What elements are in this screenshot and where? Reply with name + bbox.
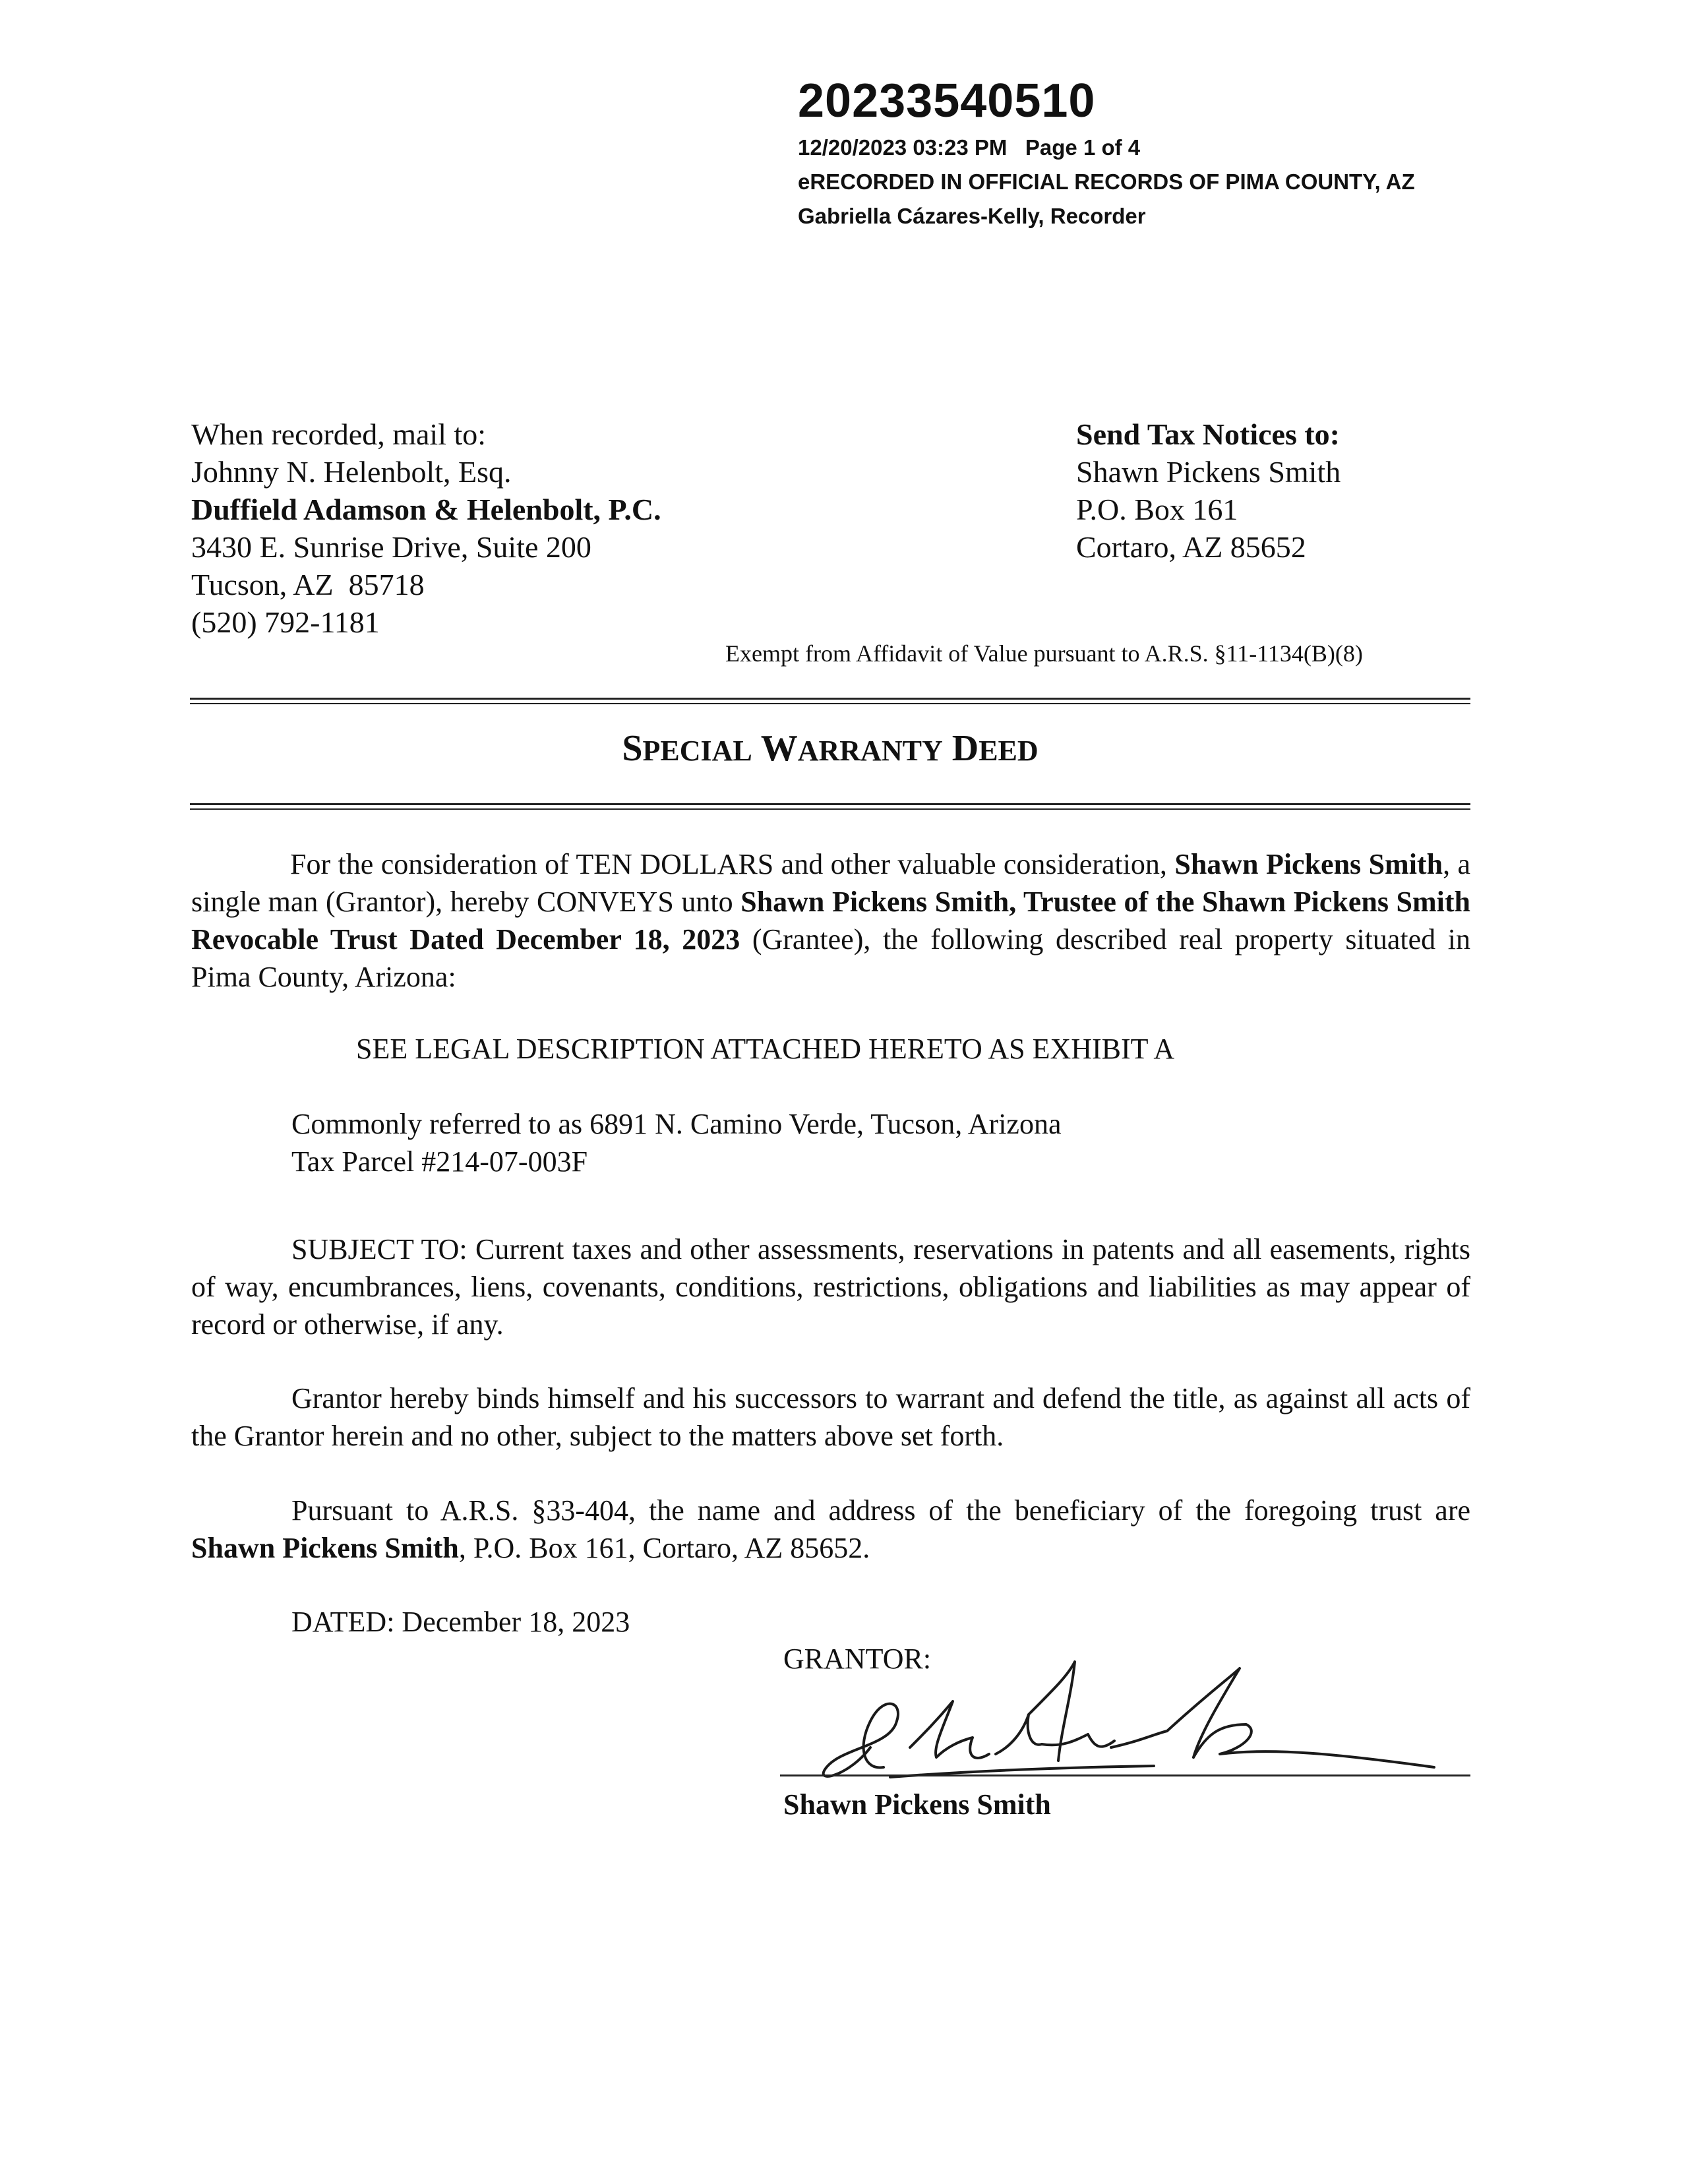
recorder-name: Gabriella Cázares-Kelly, Recorder: [798, 204, 1146, 228]
mail-to-heading: When recorded, mail to:: [191, 417, 487, 451]
mail-to-name: Johnny N. Helenbolt, Esq.: [191, 455, 512, 489]
document-title: [190, 725, 1470, 774]
mail-to-block: [191, 415, 661, 641]
title-word: ARRANTY: [797, 735, 943, 767]
signer-name: Shawn Pickens Smith: [783, 1788, 1051, 1821]
title-initial: W: [760, 728, 798, 769]
consideration-paragraph: [191, 845, 1470, 996]
recording-office: eRECORDED IN OFFICIAL RECORDS OF PIMA COUNTY, AZ: [798, 169, 1415, 194]
consideration-text: (Grantee), the following described real property situated in Pima County, Arizona:: [191, 923, 1470, 993]
recording-date-page: 12/20/2023 03:23 PM Page 1 of 4: [798, 135, 1141, 160]
dated-line: DATED: December 18, 2023: [291, 1606, 630, 1638]
tax-parcel: Tax Parcel #214-07-003F: [291, 1145, 588, 1178]
grantee-name: Shawn Pickens Smith, Trustee of the Shawn Pickens Smith Revocable Trust Dated December 18, 2023: [191, 886, 1470, 956]
mail-to-firm: Duffield Adamson & Helenbolt, P.C.: [191, 493, 661, 526]
warranty-paragraph: Grantor hereby binds himself and his successors to warrant and defend the title, as against all acts of the Grantor herein and no other, subject to the matters above set forth.: [191, 1382, 1470, 1452]
title-word: EED: [979, 735, 1039, 767]
beneficiary-text: Pursuant to A.R.S. §33-404, the name and address of the beneficiary of the foregoing trust are: [291, 1494, 1470, 1527]
property-address: Commonly referred to as 6891 N. Camino Verde, Tucson, Arizona: [291, 1108, 1062, 1140]
bottom-divider: [190, 803, 1470, 805]
exempt-note: Exempt from Affidavit of Value pursuant to A.R.S. §11-1134(B)(8): [725, 640, 1363, 667]
tax-notices-heading: Send Tax Notices to:: [1076, 417, 1340, 451]
beneficiary-paragraph: [191, 1492, 1470, 1567]
tax-notices-block: [1076, 415, 1341, 566]
tax-notices-city: Cortaro, AZ 85652: [1076, 530, 1306, 564]
mail-to-phone: (520) 792-1181: [191, 605, 380, 639]
grantor-signature: [811, 1649, 1444, 1800]
grantor-name: Shawn Pickens Smith: [1174, 848, 1443, 880]
title-initial: S: [622, 728, 643, 769]
grantor-label: GRANTOR:: [783, 1643, 932, 1675]
signature-line: [780, 1774, 1470, 1776]
title-initial: D: [951, 728, 979, 769]
beneficiary-name: Shawn Pickens Smith: [191, 1532, 459, 1564]
top-divider-secondary: [190, 703, 1470, 704]
subject-to-paragraph: SUBJECT TO: Current taxes and other assessments, reservations in patents and all easements, rights of way, encumbrances, liens, covenants, conditions, restrictions, obligations and liabilities as may appear of record or otherwise, if any.: [191, 1233, 1470, 1341]
tax-notices-box: P.O. Box 161: [1076, 493, 1238, 526]
document-number: 20233540510: [798, 75, 1096, 127]
top-divider: [190, 698, 1470, 700]
tax-notices-name: Shawn Pickens Smith: [1076, 455, 1341, 489]
bottom-divider-secondary: [190, 808, 1470, 810]
title-word: PECIAL: [642, 735, 752, 767]
legal-description-reference: SEE LEGAL DESCRIPTION ATTACHED HERETO AS EXHIBIT A: [356, 1033, 1175, 1065]
consideration-text: For the consideration of TEN DOLLARS and other valuable consideration,: [290, 848, 1175, 880]
recording-stamp: [798, 71, 1523, 233]
mail-to-city: Tucson, AZ 85718: [191, 568, 425, 601]
beneficiary-text: , P.O. Box 161, Cortaro, AZ 85652.: [458, 1532, 870, 1564]
consideration-text: , a single man (Grantor), hereby CONVEYS unto: [191, 848, 1471, 918]
mail-to-street: 3430 E. Sunrise Drive, Suite 200: [191, 530, 591, 564]
